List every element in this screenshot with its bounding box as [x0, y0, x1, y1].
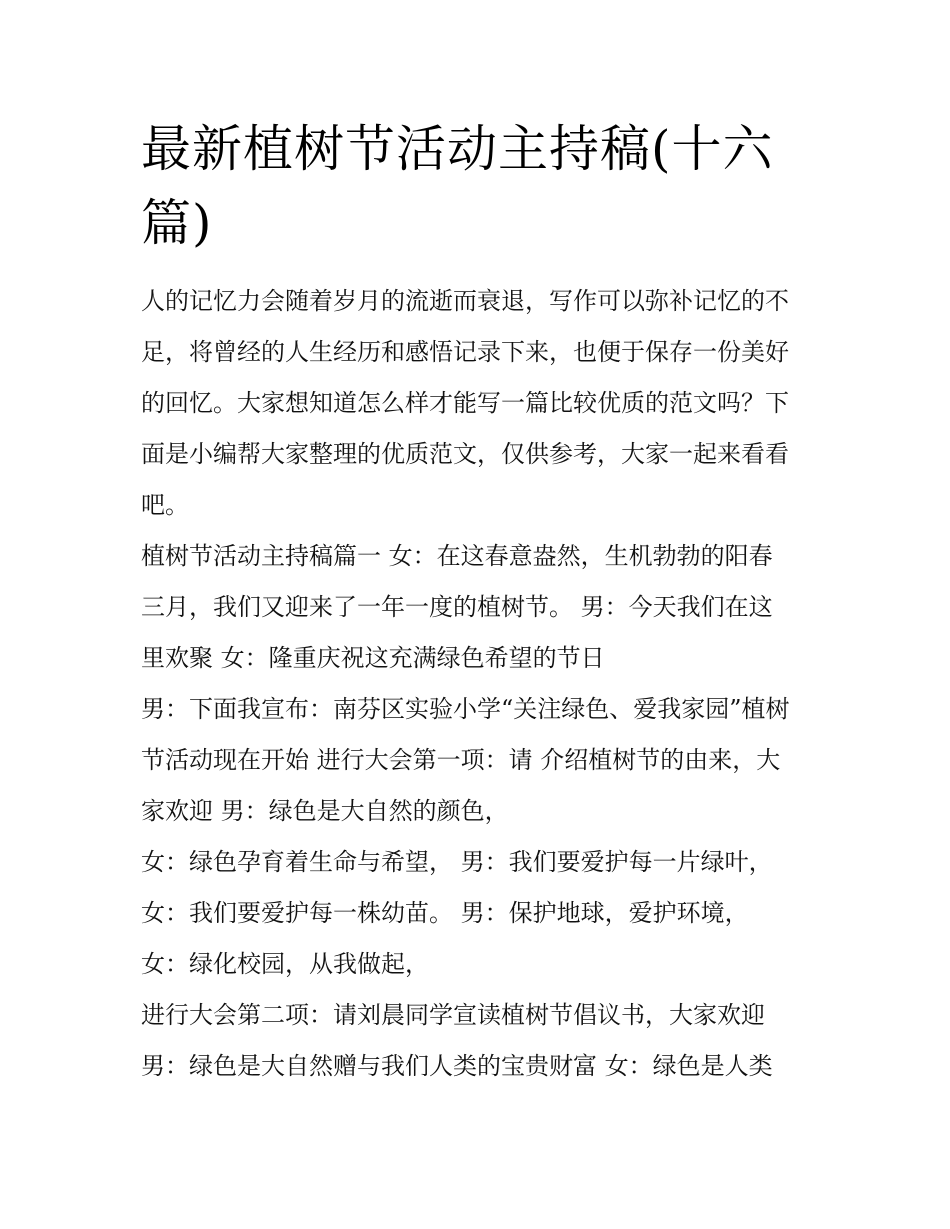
title-line: 最新植树节活动主持稿(十六	[141, 120, 774, 178]
document-title	[141, 112, 821, 260]
body-line: 里欢聚 女：隆重庆祝这充满绿色希望的节日	[141, 644, 605, 672]
body-line: 植树节活动主持稿篇一 女：在这春意盎然，生机勃勃的阳春	[141, 542, 773, 570]
body-line: 女：绿色孕育着生命与希望， 男：我们要爱护每一片绿叶，	[141, 848, 773, 876]
body-line: 进行大会第二项：请刘晨同学宣读植树节倡议书，大家欢迎	[141, 1001, 765, 1029]
body-line: 面是小编帮大家整理的优质范文，仅供参考，大家一起来看看	[141, 440, 789, 468]
body-line: 人的记忆力会随着岁月的流逝而衰退，写作可以弥补记忆的不	[141, 287, 789, 315]
body-line: 三月，我们又迎来了一年一度的植树节。 男：今天我们在这	[141, 593, 773, 621]
title-line: 篇)	[141, 194, 213, 252]
body-line: 女：我们要爱护每一株幼苗。 男：保护地球，爱护环境，	[141, 899, 749, 927]
body-line: 男：下面我宣布：南芬区实验小学“关注绿色、爱我家园”植树	[141, 695, 790, 723]
body-line: 女：绿化校园，从我做起，	[141, 950, 429, 978]
body-line: 家欢迎 男：绿色是大自然的颜色，	[141, 797, 509, 825]
body-line: 的回忆。大家想知道怎么样才能写一篇比较优质的范文吗？下	[141, 389, 789, 417]
body-line: 足，将曾经的人生经历和感悟记录下来，也便于保存一份美好	[141, 338, 789, 366]
document-body	[141, 276, 817, 1092]
body-line: 男：绿色是大自然赠与我们人类的宝贵财富 女：绿色是人类	[141, 1052, 773, 1080]
body-line: 节活动现在开始 进行大会第一项：请 介绍植树节的由来，大	[141, 746, 781, 774]
body-line: 吧。	[141, 491, 189, 519]
